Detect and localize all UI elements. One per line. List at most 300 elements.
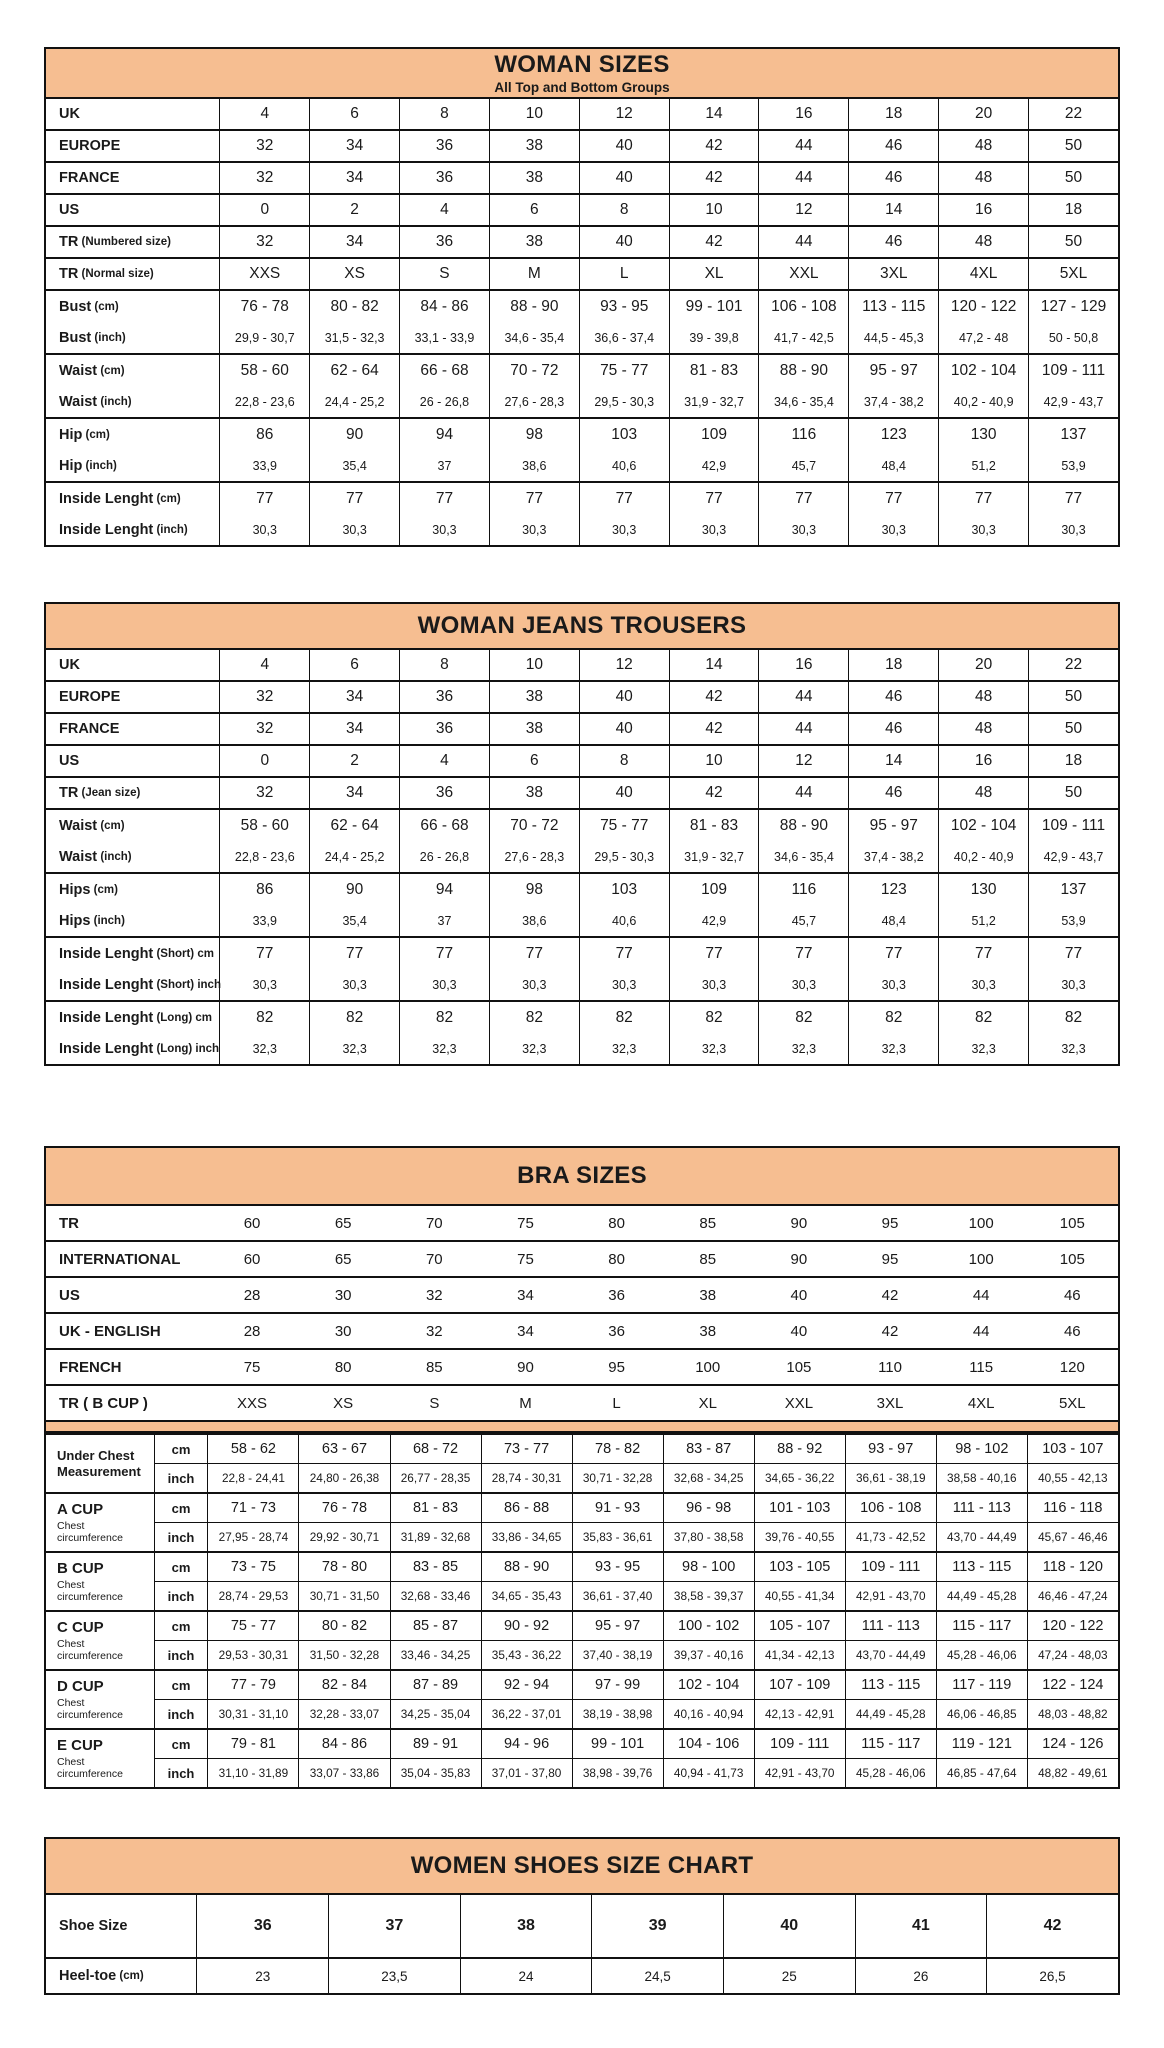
size-value-inch: 31,5 - 32,3 [324, 330, 385, 345]
inch-row [155, 1581, 1118, 1610]
size-cell: 28 [243, 1286, 261, 1304]
size-cell: 45,28 - 46,06 [845, 1759, 936, 1787]
size-cell: 41 [855, 1895, 987, 1957]
row-label-text: Hips [59, 912, 91, 929]
size-cell: 32 [425, 1286, 443, 1304]
size-cell: 118 - 120 [1027, 1553, 1118, 1581]
size-cell: 4 [399, 195, 489, 225]
size-cell [669, 291, 759, 353]
size-value-inch: 34,6 - 35,4 [504, 330, 565, 345]
size-value-inch: 33,9 [252, 458, 277, 473]
table-row [46, 1551, 1118, 1610]
size-value-cm: 82 [435, 1008, 454, 1026]
size-cell: 10 [669, 746, 759, 776]
size-cell: 6 [309, 99, 399, 129]
size-cell: 75 [517, 1214, 534, 1232]
size-value-cm: 77 [615, 489, 633, 507]
size-cell: 78 - 80 [298, 1553, 389, 1581]
size-value-inch: 30,3 [1061, 977, 1086, 992]
row-label [46, 1002, 219, 1064]
size-cell: 36 [399, 163, 489, 193]
size-cell: 22 [1028, 650, 1118, 680]
inch-row [155, 1699, 1118, 1728]
size-value-inch: 50 - 50,8 [1048, 330, 1099, 345]
row-label [46, 1671, 154, 1728]
size-cell: 16 [758, 650, 848, 680]
row-label-unit: (Short) inch [153, 978, 221, 991]
size-value-cm: 130 [970, 880, 997, 898]
size-value-inch: 30,3 [252, 522, 277, 537]
row-label [46, 778, 219, 808]
row-label [46, 746, 219, 776]
size-cell: 44 [758, 131, 848, 161]
size-cell: 50 [1028, 227, 1118, 257]
size-value-inch: 44,5 - 45,3 [863, 330, 924, 345]
size-cell: 4 [219, 650, 309, 680]
size-cell: 39,37 - 40,16 [663, 1641, 754, 1669]
unit-label: cm [171, 1736, 191, 1752]
size-value-cm: 58 - 60 [240, 816, 289, 834]
size-value-inch: 39 - 39,8 [689, 330, 739, 345]
shoes-title: WOMEN SHOES SIZE CHART [410, 1852, 754, 1879]
table-row [46, 193, 1118, 225]
size-cell: 40,16 - 40,94 [663, 1700, 754, 1728]
size-cell: 45,67 - 46,46 [1027, 1523, 1118, 1551]
size-cell: 115 - 117 [936, 1612, 1027, 1640]
size-value-cm: 82 [1064, 1008, 1083, 1026]
table-row [46, 872, 1118, 936]
size-cell: 4XL [938, 259, 1028, 289]
size-cell [669, 419, 759, 481]
unit-label: cm [171, 1559, 191, 1575]
table-row [46, 1492, 1118, 1551]
size-cell: 48 [938, 714, 1028, 744]
row-label [46, 1959, 196, 1993]
size-value-cm: 90 [345, 425, 364, 443]
size-cell: 37,40 - 38,19 [572, 1641, 663, 1669]
size-cell: 32 [219, 227, 309, 257]
size-value-cm: 77 [705, 489, 723, 507]
size-cell: 105 [1059, 1250, 1085, 1268]
size-value-cm: 77 [435, 489, 454, 507]
size-cell [219, 355, 309, 417]
size-cell [758, 355, 848, 417]
size-cell: 109 - 111 [754, 1730, 845, 1758]
size-cell: 60 [243, 1214, 261, 1232]
size-cell [579, 419, 669, 481]
size-cell: 34 [309, 714, 399, 744]
size-cell: 63 - 67 [298, 1435, 389, 1463]
size-value-inch: 32,3 [522, 1041, 547, 1056]
size-cell: 107 - 109 [754, 1671, 845, 1699]
size-cell: 3XL [848, 259, 938, 289]
size-cell: 99 - 101 [572, 1730, 663, 1758]
size-value-inch: 33,9 [252, 913, 277, 928]
table-row [46, 680, 1118, 712]
size-cell: 26 [855, 1959, 987, 1993]
size-cell: 95 [881, 1250, 899, 1268]
size-cell: 23,5 [328, 1959, 460, 1993]
row-label: TR ( B CUP ) [59, 1394, 148, 1412]
size-cell: 44 [972, 1286, 990, 1304]
unit-label: cm [171, 1618, 191, 1634]
size-cell [579, 874, 669, 936]
size-cell: 16 [758, 99, 848, 129]
size-cell: 40 [790, 1286, 808, 1304]
size-cell: 80 [608, 1214, 625, 1232]
unit-label: inch [167, 1588, 195, 1604]
size-cell [309, 938, 399, 1000]
size-cell: 16 [938, 195, 1028, 225]
size-cell: 101 - 103 [754, 1494, 845, 1522]
unit-label: inch [167, 1647, 195, 1663]
table-row [46, 1957, 1118, 1993]
size-cell: 42 [669, 131, 759, 161]
row-label [46, 259, 219, 289]
size-cell: 111 - 113 [845, 1612, 936, 1640]
size-cell: 32 [219, 163, 309, 193]
size-cell: 44 [758, 682, 848, 712]
row-label-unit: (Long) inch [153, 1042, 220, 1055]
row-label-line [59, 355, 125, 386]
size-cell: S [429, 1394, 440, 1412]
size-cell: 23 [196, 1959, 328, 1993]
size-cell: 24,5 [591, 1959, 723, 1993]
size-cell: 90 [790, 1250, 808, 1268]
measure-grid [154, 1553, 1118, 1610]
size-cell: 10 [669, 195, 759, 225]
size-cell: 44,49 - 45,28 [845, 1700, 936, 1728]
size-cell: 46 [848, 227, 938, 257]
size-cell: 50 [1028, 778, 1118, 808]
row-label-unit: (inch) [97, 850, 132, 863]
table-row [46, 1728, 1118, 1787]
size-cell: 100 - 102 [663, 1612, 754, 1640]
size-cell [579, 291, 669, 353]
size-cell: 102 - 104 [663, 1671, 754, 1699]
row-label-line [59, 874, 118, 905]
size-cell: 46 [1063, 1322, 1081, 1340]
size-value-inch: 30,3 [791, 522, 817, 537]
table-row [46, 353, 1118, 417]
size-cell [399, 419, 489, 481]
size-cell [848, 483, 938, 545]
woman-sizes-header [46, 49, 1118, 97]
size-value-inch: 22,8 - 23,6 [234, 849, 295, 864]
size-cell: 4XL [967, 1394, 995, 1412]
size-cell: 34,25 - 35,04 [390, 1700, 481, 1728]
size-cell: 32 [219, 682, 309, 712]
table-row [46, 1312, 1118, 1348]
size-value-inch: 34,6 - 35,4 [774, 849, 834, 864]
size-value-cm: 82 [256, 1008, 274, 1026]
table-row [46, 1276, 1118, 1312]
size-cell: 34 [517, 1322, 534, 1340]
size-cell [219, 1002, 309, 1064]
size-value-cm: 120 - 122 [950, 297, 1017, 315]
row-label-text: Hip [59, 426, 83, 443]
size-cell: 18 [1028, 195, 1118, 225]
size-cell: 28,74 - 29,53 [207, 1582, 298, 1610]
size-cell: 42 [881, 1322, 899, 1340]
size-value-cm: 82 [885, 1008, 903, 1026]
size-cell [938, 810, 1028, 872]
size-cell: 30,71 - 31,50 [298, 1582, 389, 1610]
size-value-inch: 29,5 - 30,3 [594, 849, 655, 864]
woman-sizes-table [44, 47, 1120, 547]
size-cell: 79 - 81 [207, 1730, 298, 1758]
size-cell: 25 [723, 1959, 855, 1993]
size-value-inch: 29,9 - 30,7 [234, 330, 295, 345]
size-cell: 42 [669, 163, 759, 193]
size-cell: 120 - 122 [1027, 1612, 1118, 1640]
size-value-cm: 82 [705, 1008, 723, 1026]
size-value-cm: 88 - 90 [779, 361, 829, 379]
size-cell: 33,07 - 33,86 [298, 1759, 389, 1787]
size-value-cm: 77 [795, 944, 813, 962]
size-cell [579, 810, 669, 872]
size-value-inch: 32,3 [791, 1041, 817, 1056]
size-value-inch: 30,3 [1061, 522, 1086, 537]
size-cell: 12 [758, 746, 848, 776]
size-value-inch: 30,3 [612, 977, 637, 992]
row-label-text: US [59, 202, 80, 218]
size-cell: 30 [334, 1322, 352, 1340]
size-cell: 71 - 73 [207, 1494, 298, 1522]
size-cell: 6 [309, 650, 399, 680]
row-label-line [59, 969, 221, 1000]
size-cell: 14 [669, 99, 759, 129]
size-value-inch: 37 [437, 913, 452, 928]
size-cell: 70 [425, 1250, 443, 1268]
woman-sizes-title: WOMAN SIZES [494, 51, 670, 78]
size-cell: 84 - 86 [298, 1730, 389, 1758]
size-cell [399, 874, 489, 936]
row-label-text: TR [59, 785, 79, 801]
size-cell: 50 [1028, 714, 1118, 744]
women-shoes-size-chart-table [44, 1837, 1120, 1995]
size-cell: 113 - 115 [936, 1553, 1027, 1581]
size-cell: 30,71 - 32,28 [572, 1464, 663, 1492]
table-row [46, 129, 1118, 161]
size-value-inch: 53,9 [1061, 458, 1086, 473]
size-cell: 42 [881, 1286, 899, 1304]
row-label-line [59, 905, 125, 936]
row-label [46, 1730, 154, 1787]
row-label: FRENCH [59, 1358, 122, 1376]
cup-label-subtext: Chest circumference [57, 1520, 123, 1544]
size-cell: 36 [399, 227, 489, 257]
size-cell [489, 938, 579, 1000]
cup-label-text: B CUP [57, 1560, 104, 1577]
size-cell: 50 [1028, 682, 1118, 712]
size-value-inch: 30,3 [791, 977, 817, 992]
size-cell: 82 - 84 [298, 1671, 389, 1699]
size-cell: 38 [699, 1322, 717, 1340]
size-cell [848, 938, 938, 1000]
row-label [46, 874, 219, 936]
size-value-inch: 30,3 [342, 522, 367, 537]
size-cell: 42 [986, 1895, 1118, 1957]
size-cell: 10 [489, 650, 579, 680]
size-cell [669, 483, 759, 545]
size-cell: 90 [517, 1358, 534, 1376]
size-cell: 30,31 - 31,10 [207, 1700, 298, 1728]
size-cell: 8 [579, 195, 669, 225]
size-cell: 40 [579, 131, 669, 161]
size-cell: 48 [938, 131, 1028, 161]
size-value-cm: 80 - 82 [330, 297, 379, 315]
size-cell: 20 [938, 99, 1028, 129]
size-value-cm: 109 [701, 880, 727, 898]
size-cell: 18 [1028, 746, 1118, 776]
size-cell: 36 [399, 778, 489, 808]
row-label-line [59, 810, 125, 841]
row-label-unit: (cm) [97, 819, 125, 832]
size-cell: 2 [309, 746, 399, 776]
size-cell [1028, 938, 1118, 1000]
size-cell: 42,91 - 43,70 [845, 1582, 936, 1610]
size-cell: 40 [579, 778, 669, 808]
size-cell: 103 - 105 [754, 1553, 845, 1581]
size-value-cm: 98 [525, 425, 543, 443]
size-cell: 35,04 - 35,83 [390, 1759, 481, 1787]
table-row [46, 1000, 1118, 1064]
size-cell: 85 [699, 1250, 717, 1268]
row-label-line [59, 291, 119, 322]
row-label-text: US [59, 753, 80, 769]
size-value-inch: 42,9 [701, 913, 727, 928]
size-cell: 36 [608, 1286, 625, 1304]
size-cell: 38 [489, 227, 579, 257]
size-cell: 65 [334, 1214, 352, 1232]
row-label: TR [59, 1214, 79, 1232]
size-cell: 12 [758, 195, 848, 225]
size-value-inch: 30,3 [522, 977, 547, 992]
size-cell [309, 1002, 399, 1064]
row-label-line [59, 322, 126, 353]
size-value-cm: 116 [791, 425, 817, 443]
size-cell: 4 [219, 99, 309, 129]
size-cell: 26,77 - 28,35 [390, 1464, 481, 1492]
size-value-inch: 34,6 - 35,4 [774, 394, 834, 409]
size-value-cm: 106 - 108 [771, 297, 837, 315]
row-label-text: Inside Lenght [59, 1040, 154, 1057]
size-cell: 6 [489, 195, 579, 225]
size-value-cm: 58 - 60 [240, 361, 289, 379]
size-cell: 41,34 - 42,13 [754, 1641, 845, 1669]
size-cell: 40,55 - 41,34 [754, 1582, 845, 1610]
size-cell: 26,5 [986, 1959, 1118, 1993]
table-row [46, 776, 1118, 808]
row-label-text: Inside Lenght [59, 976, 154, 993]
size-cell: 46 [848, 682, 938, 712]
size-cell: 22 [1028, 99, 1118, 129]
row-label-text: Waist [59, 393, 98, 410]
table-row [46, 257, 1118, 289]
size-value-cm: 88 - 90 [510, 297, 559, 315]
size-cell [489, 1002, 579, 1064]
size-cell: 85 [425, 1358, 443, 1376]
size-cell [938, 483, 1028, 545]
size-value-cm: 82 [795, 1008, 813, 1026]
size-cell [489, 291, 579, 353]
row-label: INTERNATIONAL [59, 1250, 181, 1268]
row-label [46, 650, 219, 680]
size-cell [1028, 810, 1118, 872]
size-cell: 5XL [1058, 1394, 1086, 1412]
size-value-inch: 45,7 [791, 913, 817, 928]
measure-grid [154, 1435, 1118, 1492]
size-value-inch: 30,3 [432, 522, 457, 537]
size-cell: 2 [309, 195, 399, 225]
row-label-line [59, 938, 214, 969]
size-cell: 42 [669, 778, 759, 808]
size-cell: 43,70 - 44,49 [845, 1641, 936, 1669]
size-cell: 40 [579, 227, 669, 257]
size-value-inch: 30,3 [522, 522, 547, 537]
cup-label-subtext: Chest circumference [57, 1697, 123, 1721]
size-cell: 40 [579, 682, 669, 712]
size-cell [758, 938, 848, 1000]
size-cell: 44,49 - 45,28 [936, 1582, 1027, 1610]
row-label-text: Waist [59, 362, 98, 379]
size-value-inch: 30,3 [701, 522, 727, 537]
size-cell [758, 874, 848, 936]
size-value-inch: 30,3 [612, 522, 637, 537]
size-cell: 42,13 - 42,91 [754, 1700, 845, 1728]
size-cell [309, 291, 399, 353]
size-cell: 65 [334, 1250, 352, 1268]
size-cell: 36,61 - 38,19 [845, 1464, 936, 1492]
size-value-inch: 30,3 [701, 977, 727, 992]
size-cell [219, 419, 309, 481]
cm-row [155, 1494, 1118, 1522]
size-value-inch: 32,3 [252, 1041, 277, 1056]
row-label-unit: (inch) [90, 914, 125, 927]
unit-label: inch [167, 1765, 195, 1781]
size-cell: 68 - 72 [390, 1435, 481, 1463]
size-value-inch: 29,5 - 30,3 [594, 394, 655, 409]
size-cell: 34 [309, 682, 399, 712]
size-cell: 38,58 - 39,37 [663, 1582, 754, 1610]
size-value-cm: 81 - 83 [689, 361, 739, 379]
size-cell: 32,28 - 33,07 [298, 1700, 389, 1728]
row-label [46, 1494, 154, 1551]
size-cell: XXL [784, 1394, 814, 1412]
unit-label: inch [167, 1470, 195, 1486]
size-cell: 27,95 - 28,74 [207, 1523, 298, 1551]
cm-row [155, 1730, 1118, 1758]
size-value-cm: 77 [345, 944, 364, 962]
size-cell: 29,92 - 30,71 [298, 1523, 389, 1551]
table-row [46, 1384, 1118, 1420]
size-cell: 110 [878, 1358, 902, 1376]
size-cell [399, 938, 489, 1000]
size-cell: 81 - 83 [390, 1494, 481, 1522]
size-cell: 75 [517, 1250, 534, 1268]
size-cell [219, 291, 309, 353]
size-cell [489, 810, 579, 872]
size-value-cm: 66 - 68 [420, 816, 469, 834]
size-cell: 44 [758, 714, 848, 744]
table-row [46, 225, 1118, 257]
size-cell [399, 810, 489, 872]
size-cell: 86 - 88 [481, 1494, 572, 1522]
row-label-line [59, 386, 132, 417]
size-cell: 50 [1028, 163, 1118, 193]
row-label-text: Hips [59, 881, 91, 898]
